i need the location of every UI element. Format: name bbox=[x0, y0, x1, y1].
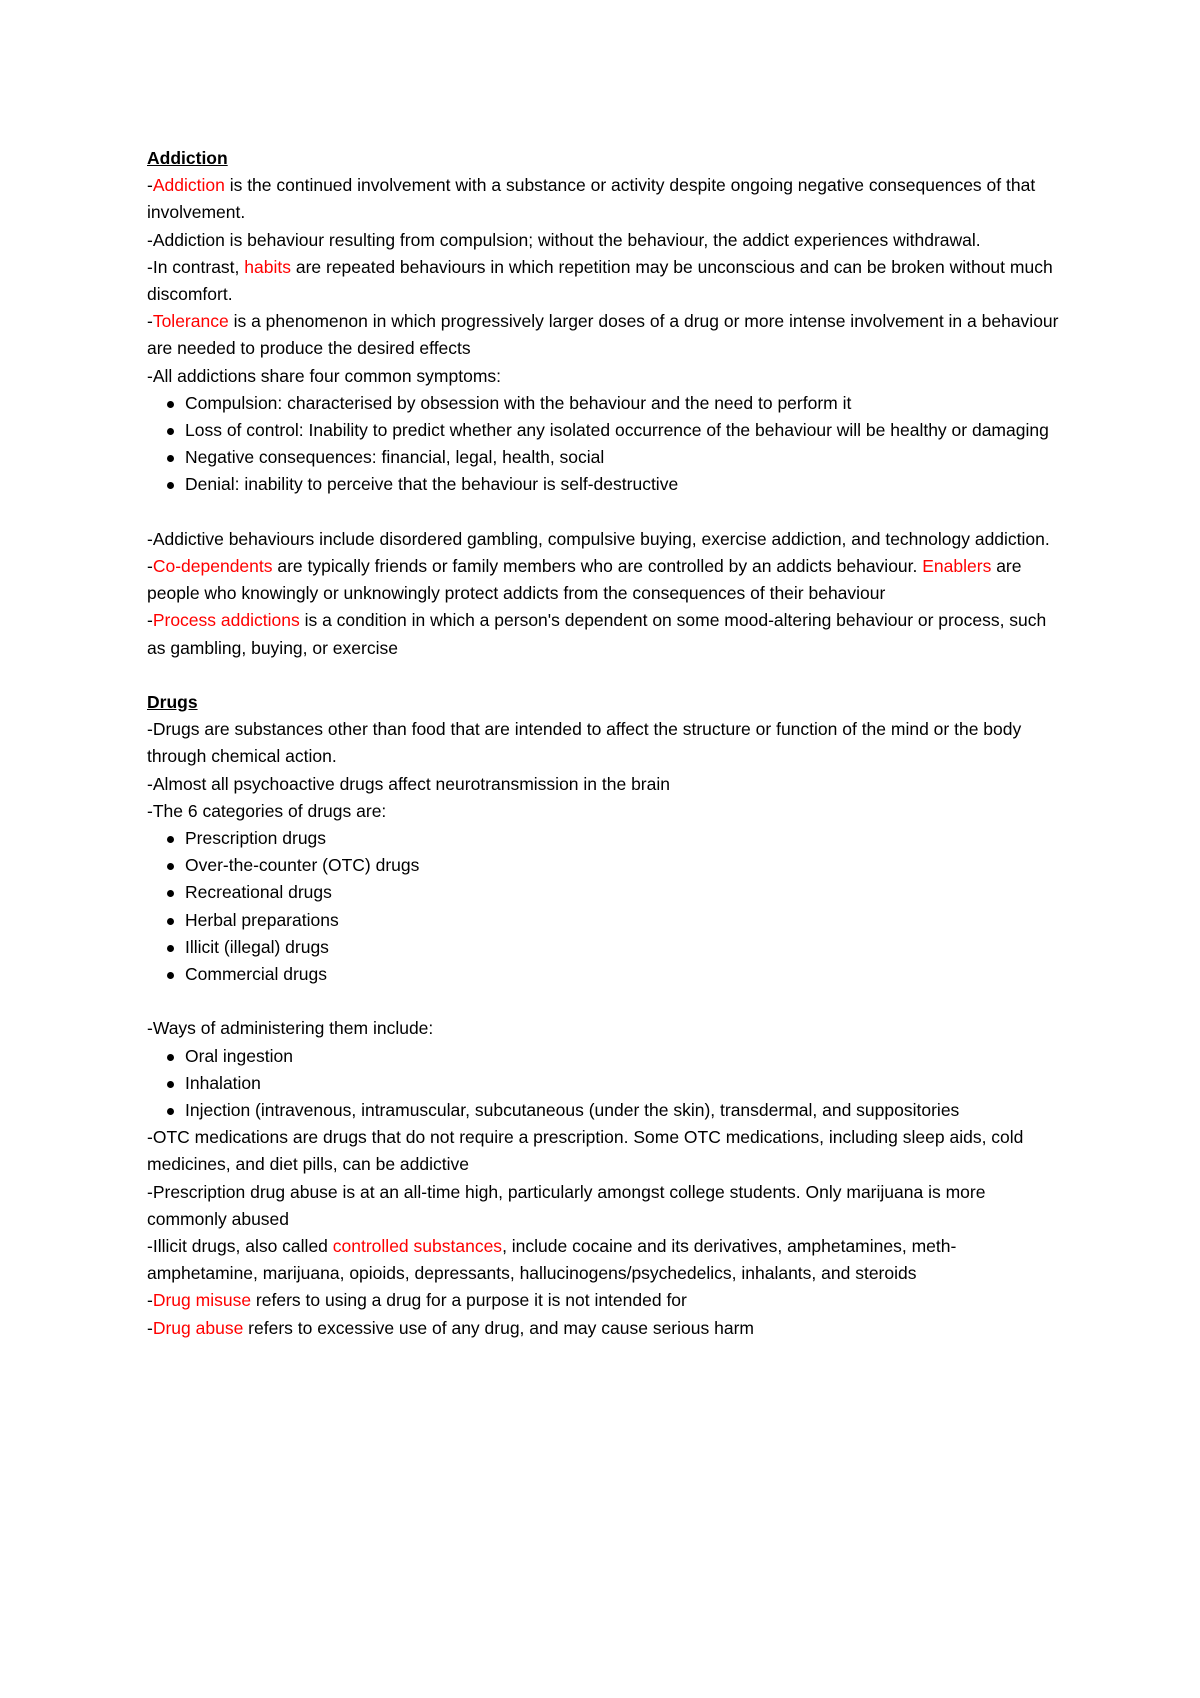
list-item: Compulsion: characterised by obsession with the behaviour and the need to perform it bbox=[147, 390, 1067, 417]
bullet-icon bbox=[167, 972, 174, 979]
routes-list bbox=[147, 1043, 1067, 1125]
paragraph-process-addictions: -Process addictions is a condition in which a person's dependent on some mood-altering behaviour or process, such as gambling, buying, or exercise bbox=[147, 610, 1047, 658]
bullet-icon bbox=[167, 428, 174, 435]
paragraph-illicit-drugs: -Illicit drugs, also called controlled substances, include cocaine and its derivatives, amphetamines, meth-amphetamine, marijuana, opioids, depressants, hallucinogens/psychedelics, inhalants, and steroids bbox=[147, 1236, 957, 1284]
paragraph-compulsion: -Addiction is behaviour resulting from compulsion; without the behaviour, the addict experiences withdrawal. bbox=[147, 229, 981, 250]
paragraph-habits: -In contrast, habits are repeated behaviours in which repetition may be unconscious and can be broken without much discomfort. bbox=[147, 256, 1053, 305]
paragraph-prescription-abuse: -Prescription drug abuse is at an all-time high, particularly amongst college students. Only marijuana is more commonly abused bbox=[147, 1181, 986, 1229]
term-addiction: Addiction bbox=[152, 175, 225, 196]
bullet-icon bbox=[167, 890, 174, 897]
spacer bbox=[147, 988, 1067, 1015]
list-item: Oral ingestion bbox=[147, 1043, 1067, 1070]
categories-list bbox=[147, 825, 1067, 988]
list-item: Recreational drugs bbox=[147, 879, 1067, 906]
paragraph-drug-misuse: -Drug misuse refers to using a drug for a purpose it is not intended for bbox=[147, 1290, 687, 1311]
list-item: Injection (intravenous, intramuscular, subcutaneous (under the skin), transdermal, and suppositories bbox=[147, 1097, 1067, 1124]
document-page bbox=[147, 145, 1067, 1342]
term-habits: habits bbox=[244, 256, 291, 277]
bullet-icon bbox=[167, 863, 174, 870]
paragraph-addictive-behaviours: -Addictive behaviours include disordered gambling, compulsive buying, exercise addiction, and technology addiction. bbox=[147, 528, 1050, 549]
term-tolerance: Tolerance bbox=[152, 311, 229, 332]
bullet-icon bbox=[167, 945, 174, 952]
list-item: Herbal preparations bbox=[147, 907, 1067, 934]
term-drug-abuse: Drug abuse bbox=[152, 1317, 244, 1338]
term-process-addictions: Process addictions bbox=[152, 610, 300, 631]
term-codependents: Co-dependents bbox=[152, 556, 273, 577]
term-enablers: Enablers bbox=[922, 556, 992, 577]
paragraph-addiction-definition: -Addiction is the continued involvement with a substance or activity despite ongoing negative consequences of that involvement. bbox=[147, 175, 1036, 223]
term-controlled-substances: controlled substances bbox=[332, 1236, 503, 1257]
bullet-icon bbox=[167, 918, 174, 925]
paragraph-neurotransmission: -Almost all psychoactive drugs affect neurotransmission in the brain bbox=[147, 773, 670, 794]
paragraph-otc: -OTC medications are drugs that do not require a prescription. Some OTC medications, including sleep aids, cold medicines, and diet pills, can be addictive bbox=[147, 1127, 1024, 1175]
bullet-icon bbox=[167, 1108, 174, 1115]
bullet-icon bbox=[167, 455, 174, 462]
bullet-icon bbox=[167, 1054, 174, 1061]
bullet-icon bbox=[167, 401, 174, 408]
list-item: Loss of control: Inability to predict whether any isolated occurrence of the behaviour will be healthy or damaging bbox=[147, 417, 1067, 444]
list-item: Illicit (illegal) drugs bbox=[147, 934, 1067, 961]
bullet-icon bbox=[167, 1081, 174, 1088]
list-item: Negative consequences: financial, legal, health, social bbox=[147, 444, 1067, 471]
paragraph-drug-abuse: -Drug abuse refers to excessive use of any drug, and may cause serious harm bbox=[147, 1317, 754, 1338]
paragraph-drugs-definition: -Drugs are substances other than food that are intended to affect the structure or function of the mind or the body through chemical action. bbox=[147, 719, 1022, 767]
list-item: Inhalation bbox=[147, 1070, 1067, 1097]
spacer bbox=[147, 662, 1067, 689]
bullet-icon bbox=[167, 482, 174, 489]
list-item: Over-the-counter (OTC) drugs bbox=[147, 852, 1067, 879]
paragraph-tolerance: -Tolerance is a phenomenon in which progressively larger doses of a drug or more intense involvement in a behaviour are needed to produce the desired effects bbox=[147, 311, 1059, 359]
paragraph-routes-intro: -Ways of administering them include: bbox=[147, 1018, 434, 1039]
paragraph-symptoms-intro: -All addictions share four common symptoms: bbox=[147, 365, 502, 386]
bullet-icon bbox=[167, 836, 174, 843]
paragraph-categories-intro: -The 6 categories of drugs are: bbox=[147, 800, 387, 821]
paragraph-codependents: -Co-dependents are typically friends or family members who are controlled by an addicts behaviour. Enablers are people who knowingly or unknowingly protect addicts from the consequences of their behaviour bbox=[147, 556, 1022, 604]
section-title-addiction: Addiction bbox=[147, 148, 228, 168]
term-drug-misuse: Drug misuse bbox=[152, 1290, 252, 1311]
list-item: Denial: inability to perceive that the behaviour is self-destructive bbox=[147, 471, 1067, 498]
spacer bbox=[147, 499, 1067, 526]
section-title-drugs: Drugs bbox=[147, 692, 198, 713]
symptoms-list bbox=[147, 390, 1067, 499]
list-item: Prescription drugs bbox=[147, 825, 1067, 852]
list-item: Commercial drugs bbox=[147, 961, 1067, 988]
